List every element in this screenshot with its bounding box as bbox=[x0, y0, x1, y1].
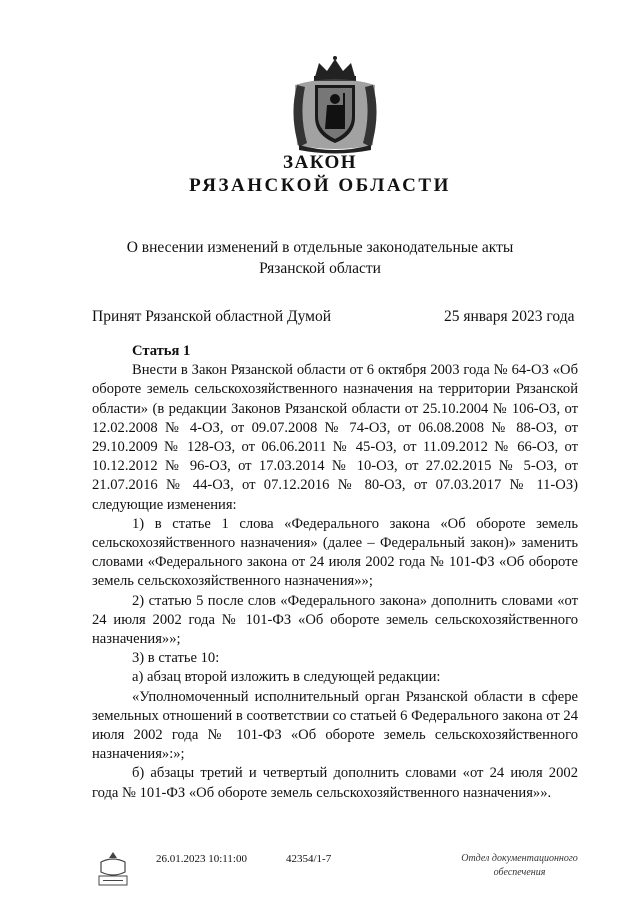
law-subtitle-line2: Рязанской области bbox=[259, 260, 381, 277]
article-heading: Статья 1 bbox=[132, 343, 191, 359]
adopted-by: Принят Рязанской областной Думой bbox=[92, 308, 332, 325]
footer-timestamp: 26.01.2023 10:11:00 bbox=[156, 853, 247, 865]
law-title-line2: РЯЗАНСКОЙ ОБЛАСТИ bbox=[189, 175, 451, 196]
article-paragraph: 3) в статье 10: bbox=[132, 650, 220, 667]
department-stamp bbox=[452, 852, 587, 880]
department-stamp-line2: обеспечения bbox=[493, 867, 546, 878]
ryazan-coat-of-arms-icon bbox=[285, 55, 385, 155]
article-body bbox=[92, 342, 578, 803]
article-paragraph: 2) статью 5 после слов «Федерального закона» дополнить словами «от 24 июля 2002 года № 101-ФЗ «Об обороте земель сельскохозяйственного назначения»»; bbox=[92, 592, 578, 648]
footer-document-id: 42354/1-7 bbox=[286, 853, 332, 865]
archive-stamp-logo-icon bbox=[95, 850, 131, 888]
adoption-date: 25 января 2023 года bbox=[444, 308, 575, 325]
law-subtitle-line1: О внесении изменений в отдельные законодательные акты bbox=[126, 239, 514, 256]
article-paragraph: Внести в Закон Рязанской области от 6 октября 2003 года № 64-ОЗ «Об обороте земель сельскохозяйственного назначения на территории Рязанской области» (в редакции Законов Рязанской области от 25.10.2004 № 106-ОЗ, от 12.02.2008 № 4-ОЗ, от 09.07.2008 № 74-ОЗ, от 06.08.2008 № 88-ОЗ, от 29.10.2009 № 128-ОЗ, от 06.06.2011 № 45-ОЗ, от 11.09.2012 № 66-ОЗ, от 10.12.2012 № 96-ОЗ, от 17.03.2014 № 10-ОЗ, от 27.02.2015 № 5-ОЗ, от 21.07.2016 № 44-ОЗ, от 07.12.2016 № 80-ОЗ, от 07.03.2017 № 11-ОЗ) следующие изменения: bbox=[92, 362, 578, 513]
law-title-line1: ЗАКОН bbox=[282, 152, 358, 173]
department-stamp-line1: Отдел документационного bbox=[461, 853, 578, 864]
article-paragraph: а) абзац второй изложить в следующей редакции: bbox=[132, 669, 441, 686]
article-paragraph: «Уполномоченный исполнительный орган Рязанской области в сфере земельных отношений в соответствии со статьей 6 Федерального закона от 24 июля 2002 года № 101-ФЗ «Об обороте земель сельскохозяйственного назначения»:»; bbox=[92, 688, 578, 763]
article-paragraph: 1) в статье 1 слова «Федерального закона «Об обороте земель сельскохозяйственного назначения» (далее – Федеральный закон)» заменить словами «Федерального закона от 24 июля 2002 года № 101-ФЗ «Об обороте земель сельскохозяйственного назначения»»; bbox=[92, 515, 578, 590]
article-paragraph: б) абзацы третий и четвертый дополнить словами «от 24 июля 2002 года № 101-ФЗ «Об обороте земель сельскохозяйственного назначения»». bbox=[92, 765, 578, 801]
